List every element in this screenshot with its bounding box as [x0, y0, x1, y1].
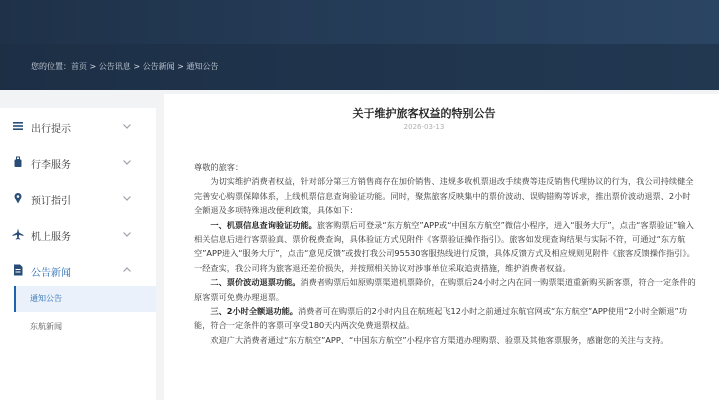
list-icon — [12, 120, 24, 132]
section-text: 旅客购票后可登录“东方航空”APP或“中国东方航空”微信小程序，进入“服务大厅”，点击“客票验证”输入相关信息后进行客票验真、票价税费查询，具体验证方式见附件《客票验证操作指引》。旅客如发现查询结果与实际不符，可通过“东方航空”APP进入“服务大厅”，点击“意见反馈”或拨打我公司95530客服热线进行反馈，具体反馈方式及相应规则见附件《旅客反馈操作指引》。一经查实，我公司将为旅客退还差价损失，并按照相关协议对涉事单位采取追责措施，维护消费者权益。 — [194, 219, 695, 273]
sidebar-item-label: 预订指引 — [31, 196, 71, 207]
sidebar-item-luggage[interactable] — [0, 144, 156, 180]
sidebar-item-label: 行李服务 — [31, 160, 71, 171]
article-closing: 欢迎广大消费者通过“东方航空”APP、“中国东方航空”小程序官方渠道办理购票、验票及其他客票服务，感谢您的关注与支持。 — [210, 334, 669, 345]
breadcrumb-prefix: 您的位置： — [31, 62, 71, 71]
breadcrumb-separator: > — [130, 62, 143, 71]
breadcrumb-separator: > — [174, 62, 187, 71]
article-panel — [164, 94, 719, 400]
article-section-1 — [194, 218, 698, 276]
section-heading: 一、机票信息查询验证功能。 — [210, 219, 317, 230]
chevron-down-icon — [122, 157, 132, 167]
article-title: 关于维护旅客权益的特别公告 — [352, 107, 496, 120]
section-text: 消费者购票后如原购票渠道机票降价，在购票后24小时之内在同一购票渠道重新购买新客票，符合一定条件的原客票可免费办理退票。 — [194, 277, 696, 302]
sidebar-item-travel-tips[interactable] — [0, 108, 156, 144]
chevron-down-icon — [122, 121, 132, 131]
article-intro: 为切实维护消费者权益，针对部分第三方销售商存在加价销售、违规多收机票退改手续费等违反销售代理协议的行为，我公司持续健全完善安心购票保障体系，上线机票信息查询验证功能。同时，聚焦旅客反映集中的票价波动、误购错购等诉求，推出票价波动退票、2小时全额退及多项特殊退改便利政策，具体如下： — [194, 176, 694, 216]
sidebar-item-label: 出行提示 — [31, 124, 71, 135]
article-greeting: 尊敬的旅客： — [194, 162, 244, 172]
submenu-item-notices[interactable]: 通知公告 — [14, 286, 156, 312]
submenu-item-news[interactable]: 东航新闻 — [30, 322, 62, 331]
sidebar-item-label: 机上服务 — [31, 232, 71, 243]
sidebar — [0, 108, 156, 400]
sidebar-item-onboard[interactable] — [0, 216, 156, 252]
breadcrumb-link-news[interactable]: 公告新闻 — [142, 62, 175, 71]
sidebar-item-booking-guide[interactable] — [0, 180, 156, 216]
article-section-2 — [194, 275, 698, 304]
section-heading: 二、票价波动退票功能。 — [210, 277, 301, 288]
chevron-down-icon — [122, 193, 132, 203]
chevron-down-icon — [122, 229, 132, 239]
pin-icon — [12, 192, 24, 204]
breadcrumb-link-notices[interactable]: 公告讯息 — [98, 62, 131, 71]
breadcrumb-link-home[interactable]: 首页 — [71, 62, 87, 71]
sidebar-item-label: 公告新闻 — [31, 268, 71, 279]
document-icon — [12, 264, 24, 276]
breadcrumb-separator: > — [87, 62, 99, 71]
section-text: 消费者可在购票后的2小时内且在航班起飞12小时之前通过东航官网或“东方航空”APP使用“2小时全额退”功能，符合一定条件的客票可享受180天内两次免费退票权益。 — [194, 306, 687, 331]
breadcrumb — [31, 61, 218, 72]
plane-icon — [12, 228, 24, 240]
sidebar-item-announcements[interactable] — [0, 252, 156, 288]
section-heading: 三、2小时全额退功能。 — [210, 306, 298, 317]
luggage-icon — [12, 156, 24, 168]
breadcrumb-current: 通知公告 — [186, 62, 219, 71]
article-section-3 — [194, 304, 698, 333]
article-body — [194, 160, 698, 347]
article-date: 2026-03-13 — [403, 123, 445, 131]
chevron-up-icon — [122, 265, 132, 275]
